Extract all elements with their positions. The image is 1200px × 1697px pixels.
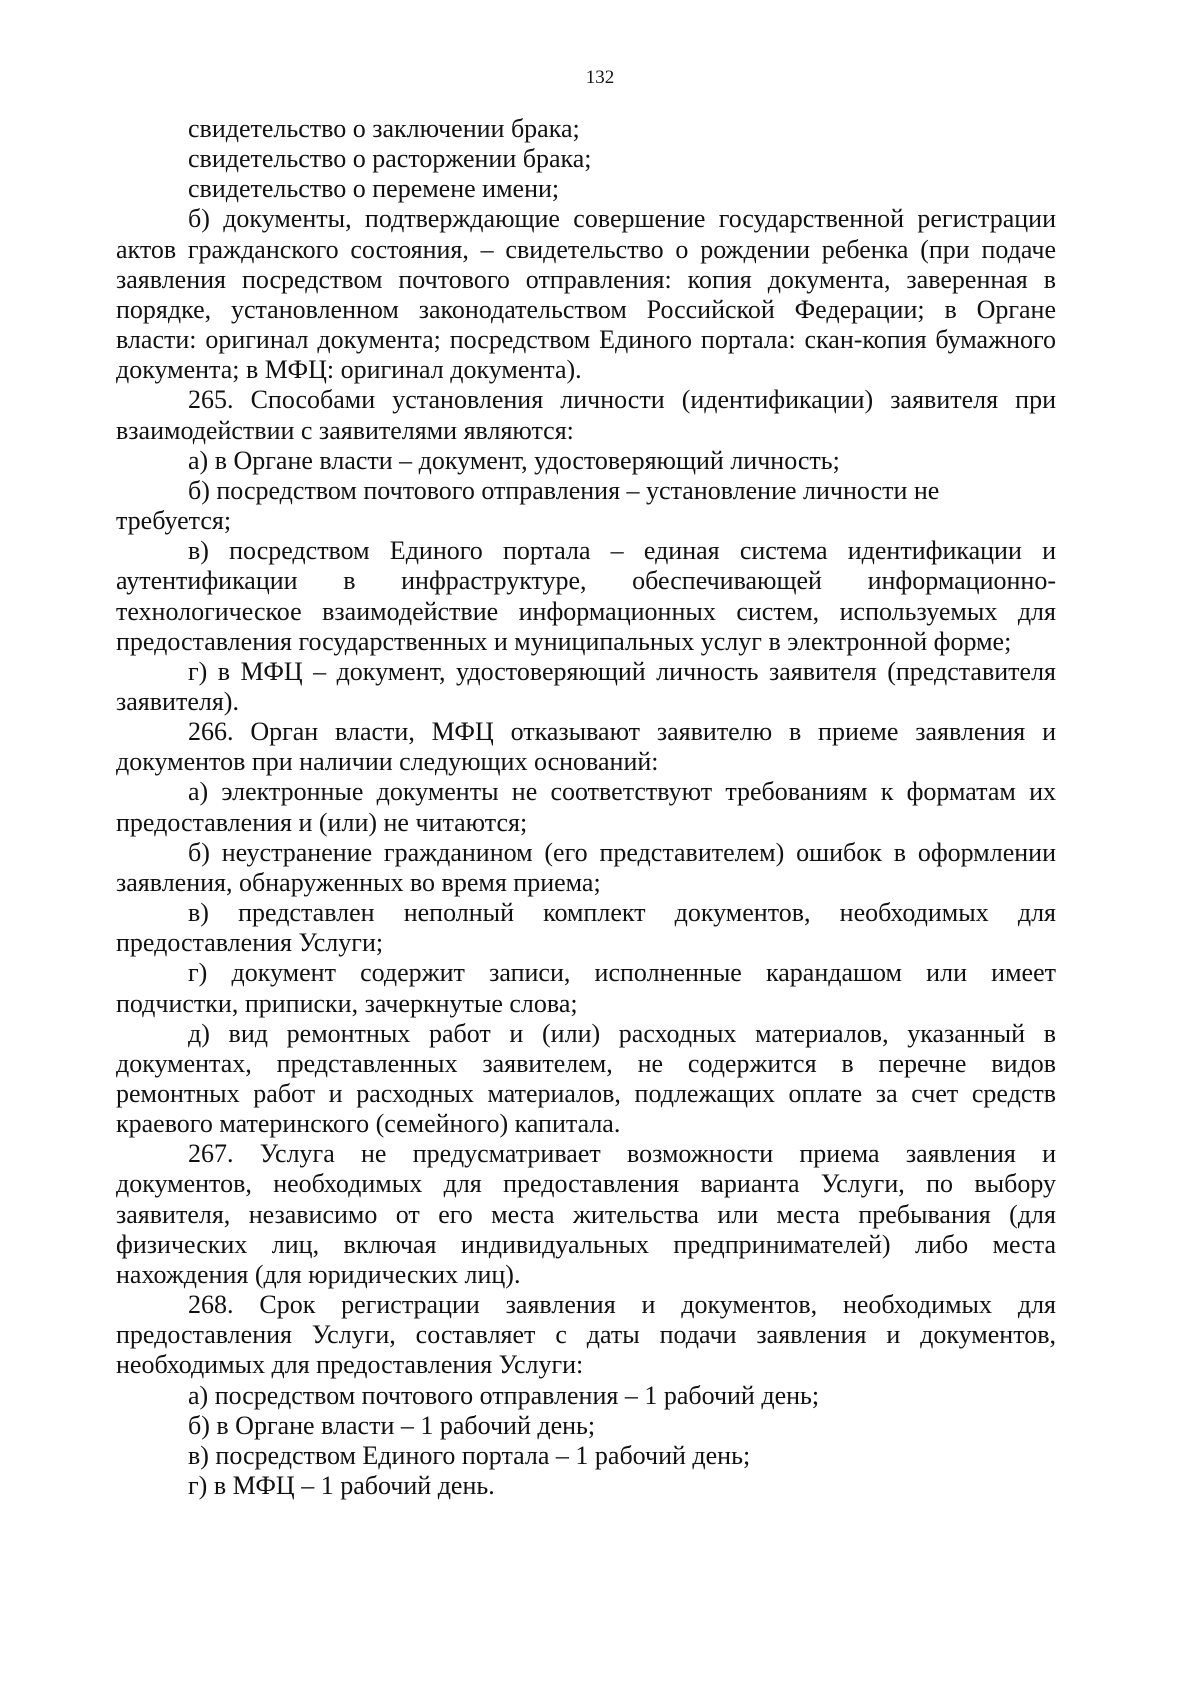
paragraph-265-g: г) в МФЦ – документ, удостоверяющий личность заявителя (представителя заявителя). (116, 656, 1056, 716)
paragraph-267: 267. Услуга не предусматривает возможности приема заявления и документов, необходимых для предоставления варианта Услуги, по выбору заявителя, независимо от его места жительства или места пребывания (для физических лиц, включая индивидуальных предпринимателей) либо места нахождения (для юридических лиц). (116, 1139, 1056, 1289)
paragraph-civil-status-documents: б) документы, подтверждающие совершение государственной регистрации актов гражданского состояния, – свидетельство о рождении ребенка (при подаче заявления посредством почтового отправления: копия документа, заверенная в порядке, установленном законодательством Российской Федерации; в Органе власти: оригинал документа; посредством Единого портала: скан-копия бумажного документа; в МФЦ: оригинал документа). (116, 204, 1056, 385)
paragraph-266-b: б) неустранение гражданином (его представителем) ошибок в оформлении заявления, обнаруженных во время приема; (116, 837, 1056, 897)
paragraph-268-b: б) в Органе власти – 1 рабочий день; (188, 1410, 596, 1440)
paragraph-certificate-marriage: свидетельство о заключении брака; (188, 114, 580, 143)
paragraph-266-a: а) электронные документы не соответствуют требованиям к форматам их предоставления и (или) не читаются; (116, 777, 1056, 837)
paragraph-265-a: а) в Органе власти – документ, удостоверяющий личность; (188, 445, 840, 475)
paragraph-265: 265. Способами установления личности (идентификации) заявителя при взаимодействии с заявителями являются: (116, 385, 1056, 445)
document-body (116, 114, 1056, 1501)
page-number: 132 (585, 67, 615, 88)
paragraph-266-g: г) документ содержит записи, исполненные карандашом или имеет подчистки, приписки, зачеркнутые слова; (116, 958, 1056, 1018)
paragraph-268: 268. Срок регистрации заявления и документов, необходимых для предоставления Услуги, составляет с даты подачи заявления и документов, необходимых для предоставления Услуги: (116, 1290, 1056, 1380)
paragraph-266-v: в) представлен неполный комплект документов, необходимых для предоставления Услуги; (116, 898, 1056, 958)
paragraph-265-v: в) посредством Единого портала – единая система идентификации и аутентификации в инфраструктуре, обеспечивающей информационно-технологическое взаимодействие информационных систем, используемых для предоставления государственных и муниципальных услуг в электронной форме; (116, 536, 1056, 656)
paragraph-certificate-divorce: свидетельство о расторжении брака; (188, 144, 592, 174)
paragraph-266-d: д) вид ремонтных работ и (или) расходных материалов, указанный в документах, представленных заявителем, не содержится в перечне видов ремонтных работ и расходных материалов, подлежащих оплате за счет средств краевого материнского (семейного) капитала. (116, 1018, 1056, 1139)
paragraph-certificate-name-change: свидетельство о перемене имени; (188, 174, 560, 204)
paragraph-268-a: а) посредством почтового отправления – 1 рабочий день; (188, 1380, 820, 1410)
paragraph-266: 266. Орган власти, МФЦ отказывают заявителю в приеме заявления и документов при наличии следующих оснований: (116, 717, 1056, 777)
paragraph-265-b: б) посредством почтового отправления – установление личности не требуется; (116, 475, 940, 536)
paragraph-268-v: в) посредством Единого портала – 1 рабочий день; (188, 1440, 751, 1470)
paragraph-268-g: г) в МФЦ – 1 рабочий день. (188, 1471, 495, 1501)
